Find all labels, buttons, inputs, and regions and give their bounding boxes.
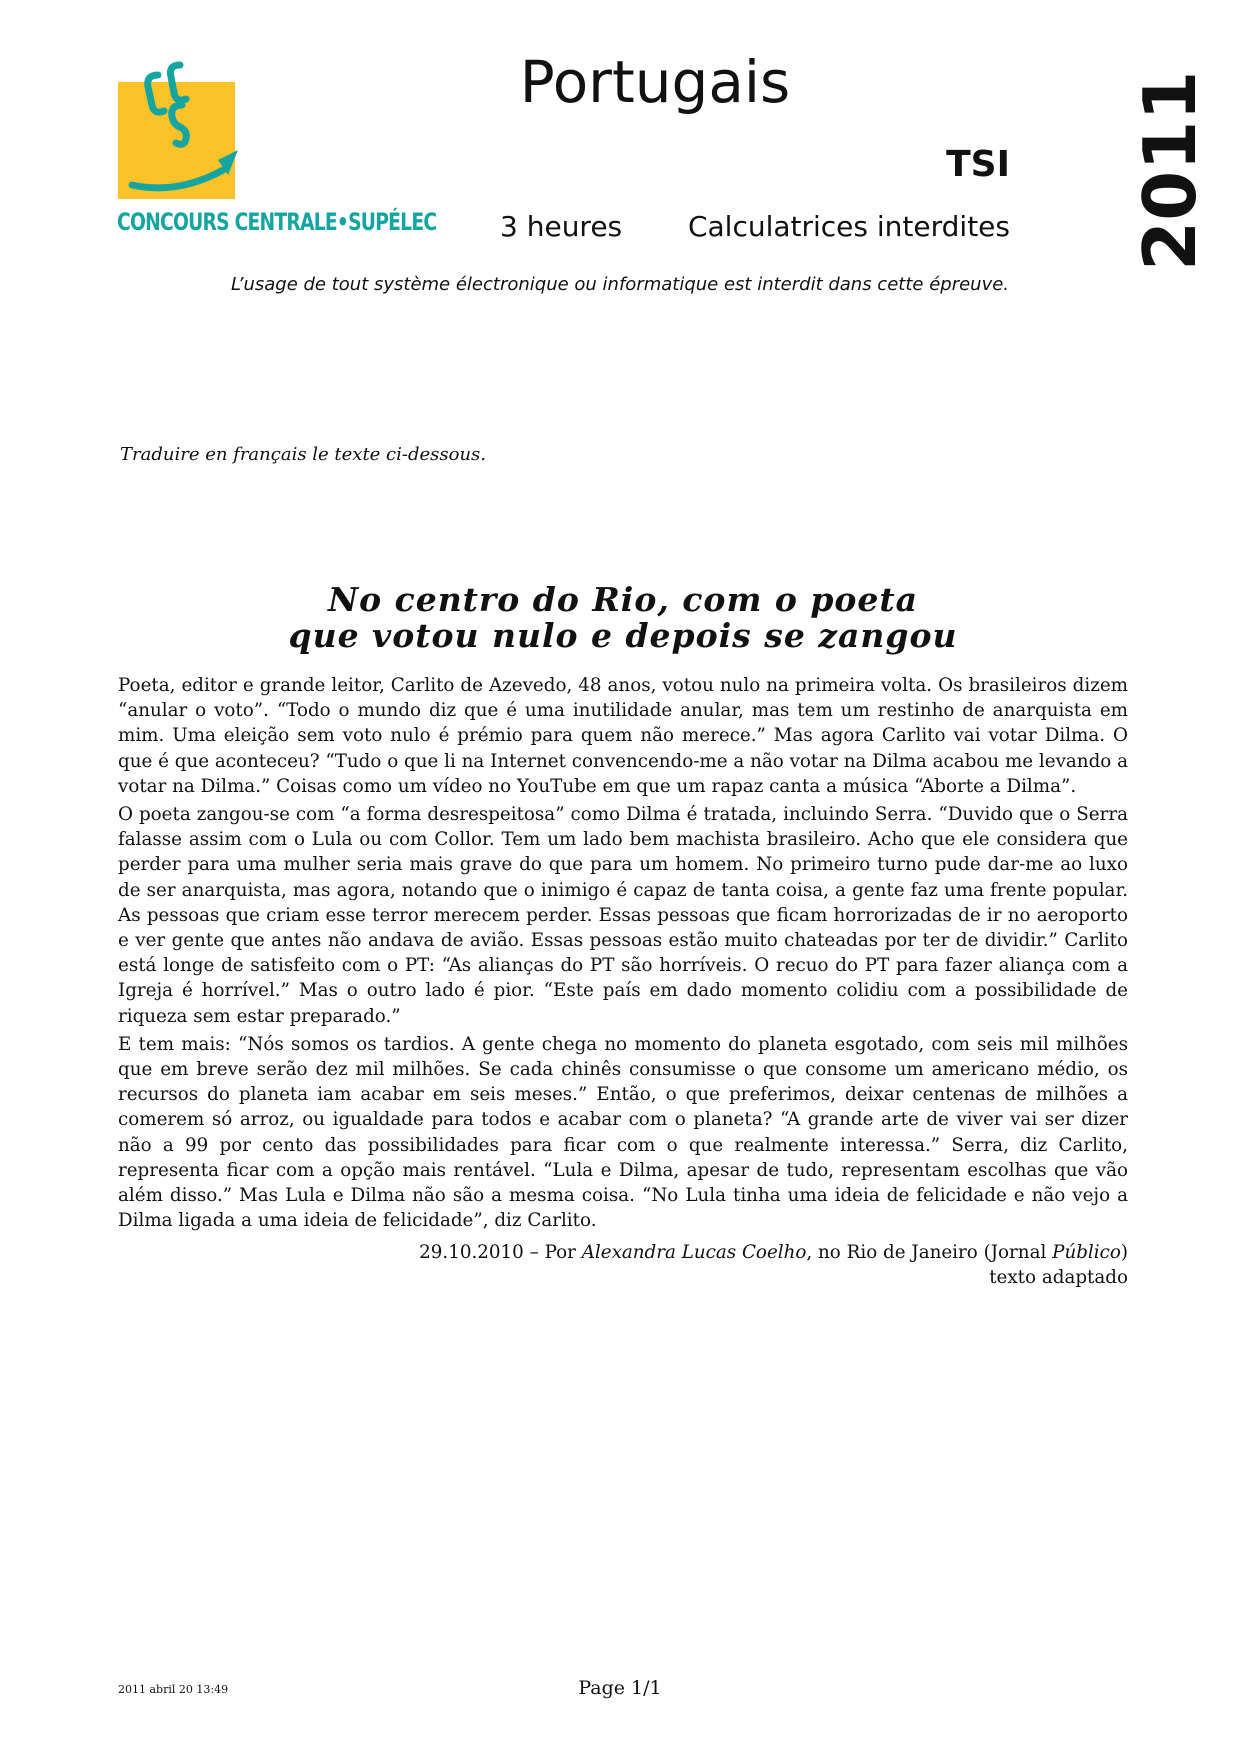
logo-text: CONCOURS CENTRALE•SUPÉLEC [117,208,437,236]
title-line-1: No centro do Rio, com o poeta [327,580,919,619]
electronics-notice: L’usage de tout système électronique ou informatique est interdit dans cette épreuve. [230,274,1010,295]
duration-label: 3 heures [500,210,623,243]
source-newspaper: Público [1052,1242,1121,1263]
footer-timestamp: 2011 abril 20 13:49 [118,1683,229,1696]
source-date: 29.10.2010 – Por [419,1242,582,1263]
calculators-label: Calculatrices interdites [687,210,1010,243]
article-body [118,673,1128,1236]
source-author: Alexandra Lucas Coelho [581,1242,807,1263]
page-number: Page 1/1 [578,1677,662,1699]
source-close: ) [1120,1242,1128,1263]
logo-arrow-arc [132,170,223,188]
paragraph: O poeta zangou-se com “a forma desrespeitosa” como Dilma é tratada, incluindo Serra. “Duvido que o Serra falasse assim com o Lula ou com Collor. Tem um lado bem machista brasileiro. Acho que ele considera que perder para uma mulher seria mais grave do que para um homem. No primeiro turno pude dar-me ao luxo de ser anarquista, mas agora, notando que o inimigo é capaz de tanta coisa, a gente faz uma frente popular. As pessoas que criam esse terror merecem perder. Essas pessoas que ficam horrorizadas de ir no aeroporto e ver gente que antes não andava de avião. Essas pessoas estão muito chateadas por ter de dividir.” Carlito está longe de satisfeito com o PT: “As alianças do PT são horríveis. O recuo do PT para fazer aliança com a Igreja é horrível.” Mas o outro lado é pior. “Este país em dado momento colidiu com a possibilidade de riqueza sem estar preparado.” [118,804,1128,1027]
subject-title: Portugais [519,48,791,116]
title-line-2: que votou nulo e depois se zangou [288,616,958,655]
instruction: Traduire en français le texte ci-dessous. [120,444,487,465]
article-source [419,1240,1128,1290]
paragraph: E tem mais: “Nós somos os tardios. A gente chega no momento do planeta esgotado, com seis mil milhões que em breve serão dez mil milhões. Se cada chinês consumisse o que consome um americano médio, os recursos do planeta iam acabar em seis meses.” Então, o que preferimos, deixar centenas de milhões a comerem só arroz, ou igualdade para todos e acabar com o planeta? “A grande arte de viver vai ser dizer não a 99 por cento das possibilidades para ficar com o que realmente interessa.” Serra, diz Carlito, representa ficar com a opção mais rentável. “Lula e Dilma, apesar de tudo, representam escolhas que vão além disso.” Mas Lula e Dilma não são a mesma coisa. “No Lula tinha uma ideia de felicidade e não vejo a Dilma ligada a uma ideia de felicidade”, diz Carlito. [118,1033,1128,1232]
source-note: texto adaptado [989,1267,1128,1289]
paragraph: Poeta, editor e grande leitor, Carlito de Azevedo, 48 anos, votou nulo na primeira volta. Os brasileiros dizem “anular o voto”. “Todo o mundo diz que é uma inutilidade anular, mas tem um restinho de anarquista em mim. Uma eleição sem voto nulo é prémio para quem não merece.” Mas agora Carlito vai votar Dilma. O que é que aconteceu? “Tudo o que li na Internet convencendo-me a não votar na Dilma acabou me levando a votar na Dilma.” Coisas como um vídeo no YouTube em que um rapaz canta a música “Aborte a Dilma”. [118,675,1128,797]
series-label: TSI [946,144,1010,185]
article-title [118,582,1128,654]
source-place: , no Rio de Janeiro (Jornal [806,1242,1053,1263]
year-label: 2011 [1128,70,1212,271]
